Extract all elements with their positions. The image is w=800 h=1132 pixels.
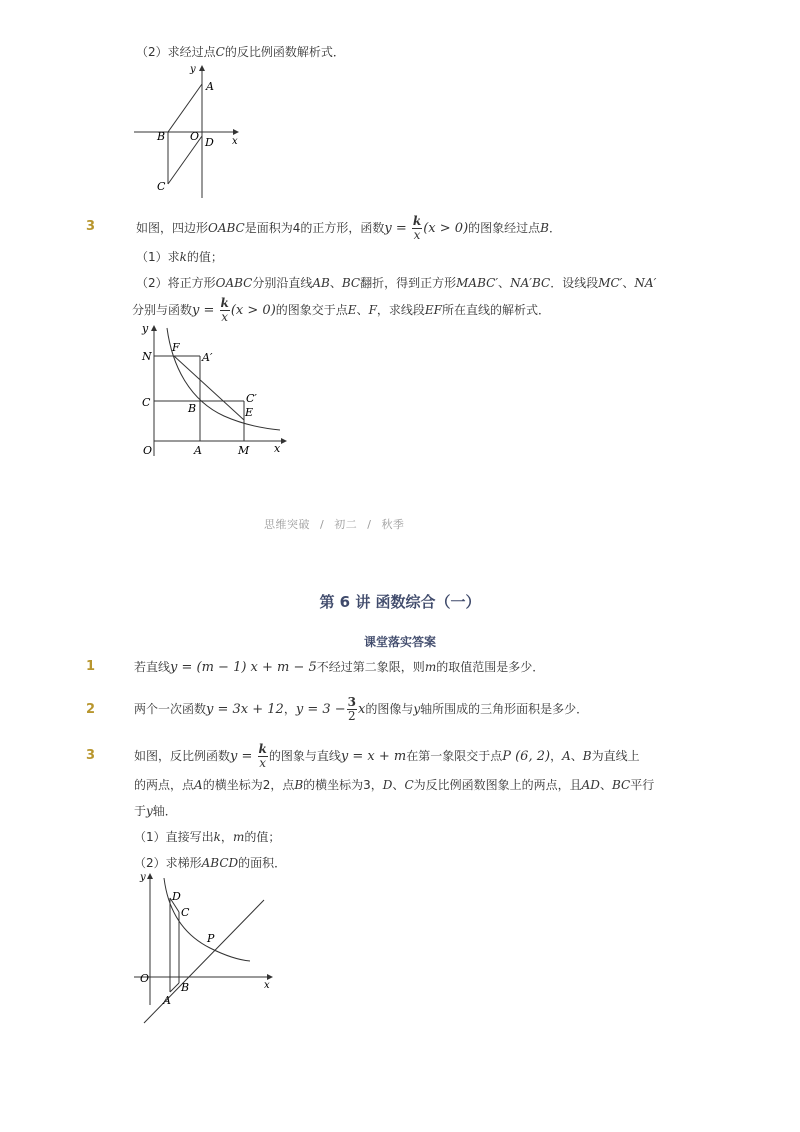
- label-x: x: [264, 980, 270, 991]
- q2-prev-point: C: [215, 45, 225, 59]
- line-y-x-m: [144, 900, 264, 1023]
- p2-q3-sub1: （1）直接写出k，m的值；: [134, 830, 281, 844]
- p2-q2-number: 2: [86, 702, 96, 717]
- label-y: y: [140, 872, 146, 883]
- p2-q3-sub2: （2）求梯形ABCD的面积．: [134, 856, 287, 870]
- label-x: x: [274, 442, 281, 455]
- label-m: M: [238, 444, 250, 457]
- frac-k-over-x-3: $\frac{k}{x}$: [258, 742, 267, 770]
- segment-fe: [174, 356, 244, 420]
- p2-q3-line2: 的两点，点A的横坐标为2，点B的横坐标为3，D、C为反比例函数图象上的两点，且AD、BC平行: [134, 778, 655, 792]
- p2-q2-statement: 两个一次函数y = 3x + 12，y = 3 − $\frac{3}{2}$ x的图像与y轴所围成的三角形面积是多少．: [134, 695, 589, 723]
- label-a1: A′: [202, 351, 213, 364]
- label-c1: C′: [246, 392, 257, 405]
- p1-q3-sub2b: 分别与函数y = $\frac{k}{x}$ (x > 0)的图象交于点E、F，求线段EF所在直线的解析式．: [132, 296, 551, 324]
- footer-sep: /: [320, 518, 325, 531]
- p2-q3-line3: 于y轴．: [134, 804, 177, 818]
- p2-q1-statement: 若直线y = (m − 1) x + m − 5不经过第二象限，则m的取值范围是多少．: [134, 660, 545, 675]
- label-y: y: [190, 64, 196, 75]
- segment-ba: [168, 84, 202, 132]
- label-d: D: [172, 890, 181, 903]
- figure-q3-hyperbola: [130, 870, 280, 1030]
- figure-q3-square: [134, 320, 294, 460]
- figure-q2-prev: [120, 62, 250, 202]
- frac-3-over-2: $\frac{3}{2}$: [347, 695, 357, 723]
- label-a: A: [163, 994, 171, 1007]
- label-o: O: [140, 972, 150, 985]
- label-c: C: [157, 180, 166, 193]
- p2-q3-line1: 如图，反比例函数y = $\frac{k}{x}$ 的图象与直线y = x + m在第一象限交于点P (6, 2)，A、B为直线上: [134, 742, 640, 770]
- frac-k-over-x-2: $\frac{k}{x}$: [220, 296, 229, 324]
- label-d: D: [205, 136, 214, 149]
- label-y: y: [142, 322, 149, 335]
- label-x: x: [232, 136, 238, 147]
- footer-grade: 初二: [334, 518, 358, 531]
- p1-q3-number: 3: [86, 219, 96, 234]
- page-footer: [264, 516, 404, 532]
- frac-k-over-x: $\frac{k}{x}$: [412, 214, 422, 242]
- label-b: B: [188, 402, 197, 415]
- segment-cd: [168, 136, 202, 184]
- p1-q3-sub1: （1）求k的值；: [136, 250, 223, 264]
- label-p: P: [207, 932, 215, 945]
- label-b: B: [157, 130, 166, 143]
- q2-prev-rest: 的反比例函数解析式．: [224, 45, 345, 59]
- label-o: O: [190, 130, 200, 143]
- hyperbola-curve: [167, 328, 280, 430]
- label-a: A: [206, 80, 214, 93]
- q2-prev-statement: [136, 44, 345, 60]
- label-a: A: [194, 444, 202, 457]
- p1-q3-sub2: （2）将正方形OABC分别沿直线AB、BC翻折，得到正方形MABC′、NA′BC．设线段MC′、NA′: [136, 276, 657, 290]
- p1-q3-intro: 如图，四边形OABC是面积为4的正方形，函数y = $\frac{k}{x}$ (x > 0)的图象经过点B．: [136, 214, 561, 242]
- label-e: E: [245, 406, 254, 419]
- label-c: C: [142, 396, 151, 409]
- lecture-title: 第 6 讲 函数综合（一）: [319, 593, 481, 611]
- p2-q1-number: 1: [86, 659, 96, 674]
- label-f: F: [172, 341, 180, 354]
- footer-term: 秋季: [381, 518, 405, 531]
- p2-q3-number: 3: [86, 748, 96, 763]
- footer-sep: /: [367, 518, 372, 531]
- label-c: C: [181, 906, 190, 919]
- footer-brand: 思维突破: [264, 518, 310, 531]
- label-o: O: [143, 444, 153, 457]
- segment-ab: [170, 983, 179, 992]
- section-subtitle: 课堂落实答案: [363, 635, 436, 649]
- label-b: B: [181, 981, 190, 994]
- q2-prev-label: （2）求经过点: [136, 45, 216, 59]
- label-n: N: [142, 350, 152, 363]
